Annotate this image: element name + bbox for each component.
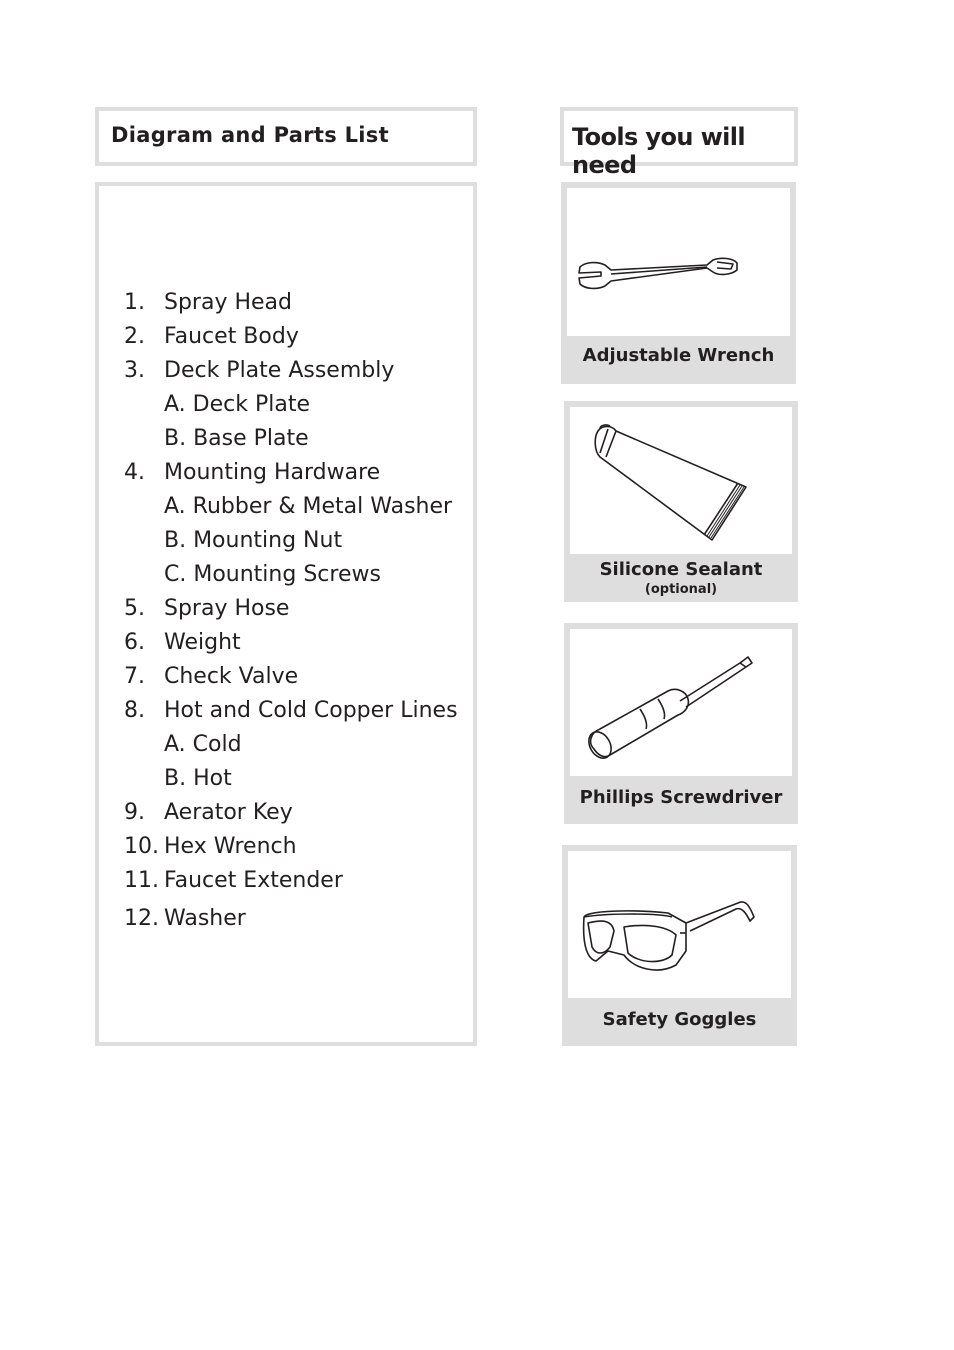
item-label: A. Rubber & Metal Washer [164, 494, 453, 519]
item-label: Spray Head [164, 290, 292, 315]
tools-header [560, 107, 798, 179]
item-label: Mounting Hardware [164, 460, 381, 485]
tool-label: Safety Goggles [602, 1009, 757, 1030]
tool-image [570, 407, 792, 554]
tools-title: Tools you will need [572, 123, 746, 179]
item-label: B. Mounting Nut [164, 528, 343, 553]
item-number: 8. [124, 698, 145, 723]
tool-image [568, 851, 791, 998]
tool-card-wrench [561, 182, 796, 384]
tool-label: Phillips Screwdriver [579, 787, 783, 808]
item-label: Aerator Key [164, 800, 293, 825]
item-label: A. Cold [164, 732, 242, 757]
parts-list-panel [95, 182, 477, 1046]
parts-list-title: Diagram and Parts List [111, 123, 389, 147]
item-number: 4. [124, 460, 145, 485]
item-number: 1. [124, 290, 145, 315]
screwdriver-icon [570, 629, 792, 776]
wrench-icon [567, 188, 790, 336]
item-label: A. Deck Plate [164, 392, 310, 417]
goggles-icon [568, 851, 791, 998]
tool-image [567, 188, 790, 336]
item-number: 5. [124, 596, 145, 621]
item-label: B. Hot [164, 766, 232, 791]
item-number: 10. [124, 834, 159, 859]
item-label: Faucet Extender [164, 868, 343, 893]
sealant-tube-icon [570, 407, 792, 554]
item-label: Faucet Body [164, 324, 299, 349]
item-label: Spray Hose [164, 596, 290, 621]
item-label: Check Valve [164, 664, 299, 689]
item-number: 11. [124, 868, 159, 893]
tool-label: Adjustable Wrench [582, 345, 775, 366]
item-label: Washer [164, 906, 246, 931]
item-number: 2. [124, 324, 145, 349]
item-label: B. Base Plate [164, 426, 309, 451]
item-label: Weight [164, 630, 241, 655]
tool-sublabel: (optional) [644, 582, 718, 597]
item-number: 12. [124, 906, 159, 931]
item-label: Hex Wrench [164, 834, 297, 859]
item-number: 7. [124, 664, 145, 689]
tool-card-sealant [564, 401, 798, 602]
tool-image [570, 629, 792, 776]
item-label: Hot and Cold Copper Lines [164, 698, 458, 723]
item-number: 6. [124, 630, 145, 655]
item-number: 9. [124, 800, 145, 825]
tool-label: Silicone Sealant [599, 559, 763, 580]
item-label: C. Mounting Screws [164, 562, 381, 587]
item-label: Deck Plate Assembly [164, 358, 395, 383]
tool-card-goggles [562, 845, 797, 1046]
parts-list-header [95, 107, 477, 166]
item-number: 3. [124, 358, 145, 383]
tool-card-screwdriver [564, 623, 798, 824]
